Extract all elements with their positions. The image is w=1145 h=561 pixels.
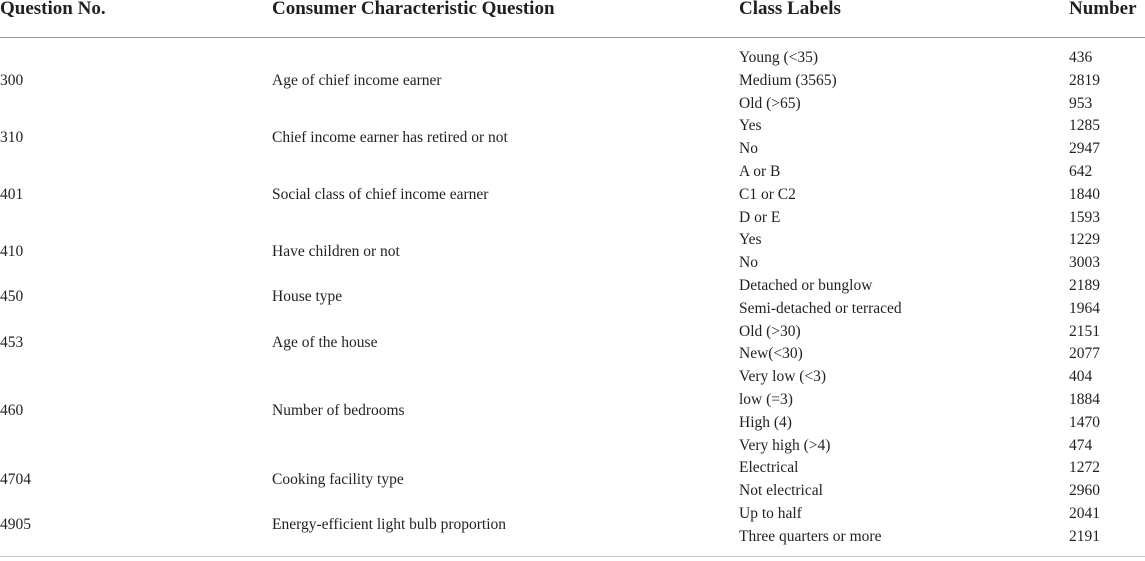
question-text-cell: Energy-efficient light bulb proportion xyxy=(272,516,507,534)
class-label-cell: Up to half xyxy=(739,505,802,522)
number-cell: 2191 xyxy=(1069,527,1100,545)
class-label-cell: C1 or C2 xyxy=(739,185,796,203)
class-label-cell: No xyxy=(739,140,758,158)
question-no-cell: 450 xyxy=(0,288,24,306)
number-cell: 2077 xyxy=(1069,345,1100,363)
header-number: Number xyxy=(1069,0,1137,19)
header-class-labels: Class Labels xyxy=(739,0,841,19)
number-cell: 2151 xyxy=(1069,322,1100,340)
class-label-cell: Electrical xyxy=(739,459,799,477)
number-cell: 474 xyxy=(1069,436,1093,454)
class-label-cell: A or B xyxy=(739,163,781,180)
question-no-cell: 4704 xyxy=(0,470,31,488)
question-no-cell: 410 xyxy=(0,242,24,260)
number-cell: 1470 xyxy=(1069,413,1100,431)
class-label-cell: Very low (<3) xyxy=(739,368,827,386)
header-question: Consumer Characteristic Question xyxy=(272,0,555,19)
number-cell: 1840 xyxy=(1069,185,1100,203)
header-question-no: Question No. xyxy=(0,0,106,19)
class-label-cell: Old (>30) xyxy=(739,322,801,340)
class-label-cell: Medium (3565) xyxy=(739,71,837,89)
class-label-cell: New(<30) xyxy=(739,345,803,363)
class-label-cell: Detached or bunglow xyxy=(739,277,873,294)
class-label-cell: Young (<35) xyxy=(739,49,819,66)
number-cell: 1272 xyxy=(1069,459,1100,477)
question-text-cell: House type xyxy=(272,288,343,306)
number-cell: 1884 xyxy=(1069,391,1100,408)
number-cell: 2041 xyxy=(1069,505,1100,522)
question-text-cell: Age of the house xyxy=(272,334,378,351)
number-cell: 404 xyxy=(1069,368,1093,386)
class-label-cell: Yes xyxy=(739,231,762,249)
question-text-cell: Chief income earner has retired or not xyxy=(272,128,508,146)
number-cell: 436 xyxy=(1069,49,1093,66)
question-no-cell: 460 xyxy=(0,402,24,420)
question-no-cell: 300 xyxy=(0,71,24,89)
number-cell: 1285 xyxy=(1069,117,1100,135)
class-label-cell: Very high (>4) xyxy=(739,436,831,454)
question-no-cell: 310 xyxy=(0,128,24,146)
number-cell: 3003 xyxy=(1069,254,1100,272)
question-text-cell: Age of chief income earner xyxy=(272,71,442,89)
table-bottom-rule xyxy=(0,556,1145,557)
class-label-cell: Three quarters or more xyxy=(739,527,882,545)
number-cell: 1229 xyxy=(1069,231,1100,249)
class-label-cell: Not electrical xyxy=(739,482,823,500)
class-label-cell: D or E xyxy=(739,208,781,226)
question-no-cell: 453 xyxy=(0,334,24,351)
question-text-cell: Cooking facility type xyxy=(272,470,404,488)
number-cell: 642 xyxy=(1069,163,1093,180)
question-text-cell: Number of bedrooms xyxy=(272,402,405,420)
class-label-cell: Yes xyxy=(739,117,762,135)
class-label-cell: No xyxy=(739,254,758,272)
number-cell: 953 xyxy=(1069,94,1093,112)
class-label-cell: Semi-detached or terraced xyxy=(739,299,902,317)
class-label-cell: High (4) xyxy=(739,413,792,431)
number-cell: 1964 xyxy=(1069,299,1100,317)
question-text-cell: Have children or not xyxy=(272,242,400,260)
number-cell: 2189 xyxy=(1069,277,1100,294)
class-label-cell: low (=3) xyxy=(739,391,793,408)
number-cell: 1593 xyxy=(1069,208,1100,226)
number-cell: 2819 xyxy=(1069,71,1100,89)
class-label-cell: Old (>65) xyxy=(739,94,801,112)
question-no-cell: 4905 xyxy=(0,516,31,534)
number-cell: 2960 xyxy=(1069,482,1100,500)
number-cell: 2947 xyxy=(1069,140,1100,158)
question-text-cell: Social class of chief income earner xyxy=(272,185,489,203)
question-no-cell: 401 xyxy=(0,185,24,203)
